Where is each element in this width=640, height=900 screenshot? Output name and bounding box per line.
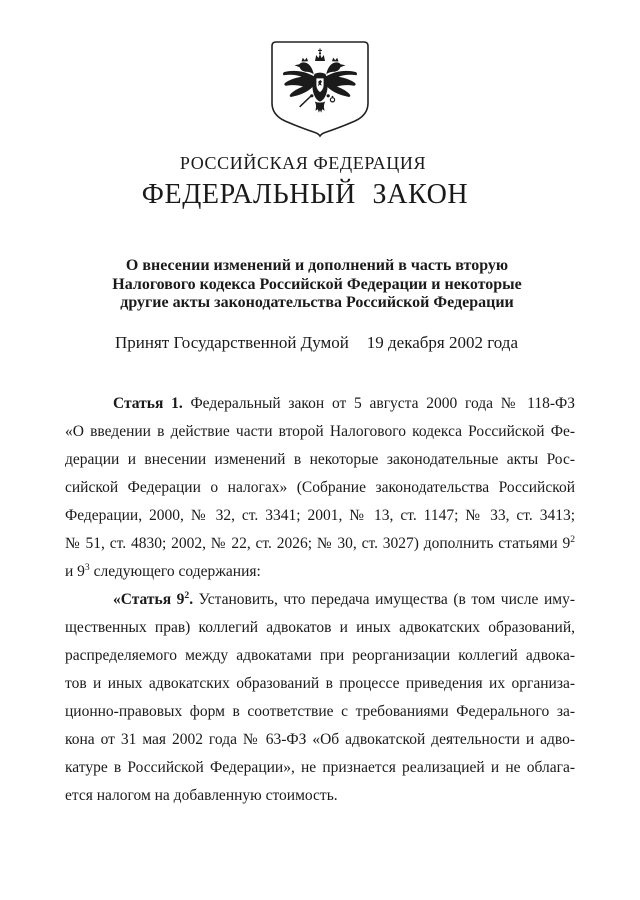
adopted-date-text: 19 декабря 2002 года — [366, 333, 518, 352]
body-line: кона от 31 мая 2002 года № 63-ФЗ «Об адвокатской деятельности и адво- — [65, 731, 575, 748]
body-line: дерации и внесении изменений в некоторые законодательные акты Рос- — [65, 451, 575, 468]
body-line: «О введении в действие части второй Налогового кодекса Российской Фе- — [65, 423, 575, 440]
body-line: щественных прав) коллегий адвокатов и иных адвокатских образований, — [65, 619, 575, 636]
adoption-line — [115, 333, 518, 353]
law-title — [0, 257, 637, 313]
law-title-line: О внесении изменений и дополнений в часть вторую — [125, 257, 509, 274]
body-line: «Статья $9^2$. Установить, что передача имущества (в том числе иму- — [113, 589, 575, 608]
law-title-line: Налогового кодекса Российской Федерации и некоторые — [112, 275, 522, 293]
body-line: № 51, ст. 4830; 2002, № 22, ст. 2026; № 30, ст. 3027) дополнить статьями $9^2$ — [65, 533, 575, 552]
double-headed-eagle — [283, 49, 357, 113]
body-line: и $9^3$ следующего содержания: — [65, 561, 261, 580]
law-title-line: другие акты законодательства Российской Федерации — [120, 294, 514, 311]
adopted-by-text: Принят Государственной Думой — [115, 333, 349, 352]
body-line: ется налогом на добавленную стоимость. — [65, 787, 338, 804]
body-line: Статья 1. Федеральный закон от 5 августа 2000 года № 118-ФЗ — [113, 395, 575, 412]
russia-coat-of-arms-icon — [268, 40, 372, 138]
body-line: сийской Федерации о налогах» (Собрание законодательства Российской — [65, 479, 575, 496]
body-line: ционно-правовых форм в соответствие с требованиями Федерального за- — [65, 703, 575, 720]
body-line: тов и иных адвокатских образований в процессе приведения их организа- — [65, 675, 575, 692]
country-heading: РОССИЙСКАЯ ФЕДЕРАЦИЯ — [179, 153, 427, 173]
document-type-heading: ФЕДЕРАЛЬНЫЙ ЗАКОН — [141, 179, 469, 210]
body-line: распределяемого между адвокатами при реорганизации коллегий адвока- — [65, 647, 575, 664]
body-line: Федерации, 2000, № 32, ст. 3341; 2001, № 13, ст. 1147; № 33, ст. 3413; — [65, 507, 575, 524]
body-line: катуре в Российской Федерации», не признается реализацией и не облага- — [65, 759, 575, 776]
law-text — [65, 390, 575, 810]
